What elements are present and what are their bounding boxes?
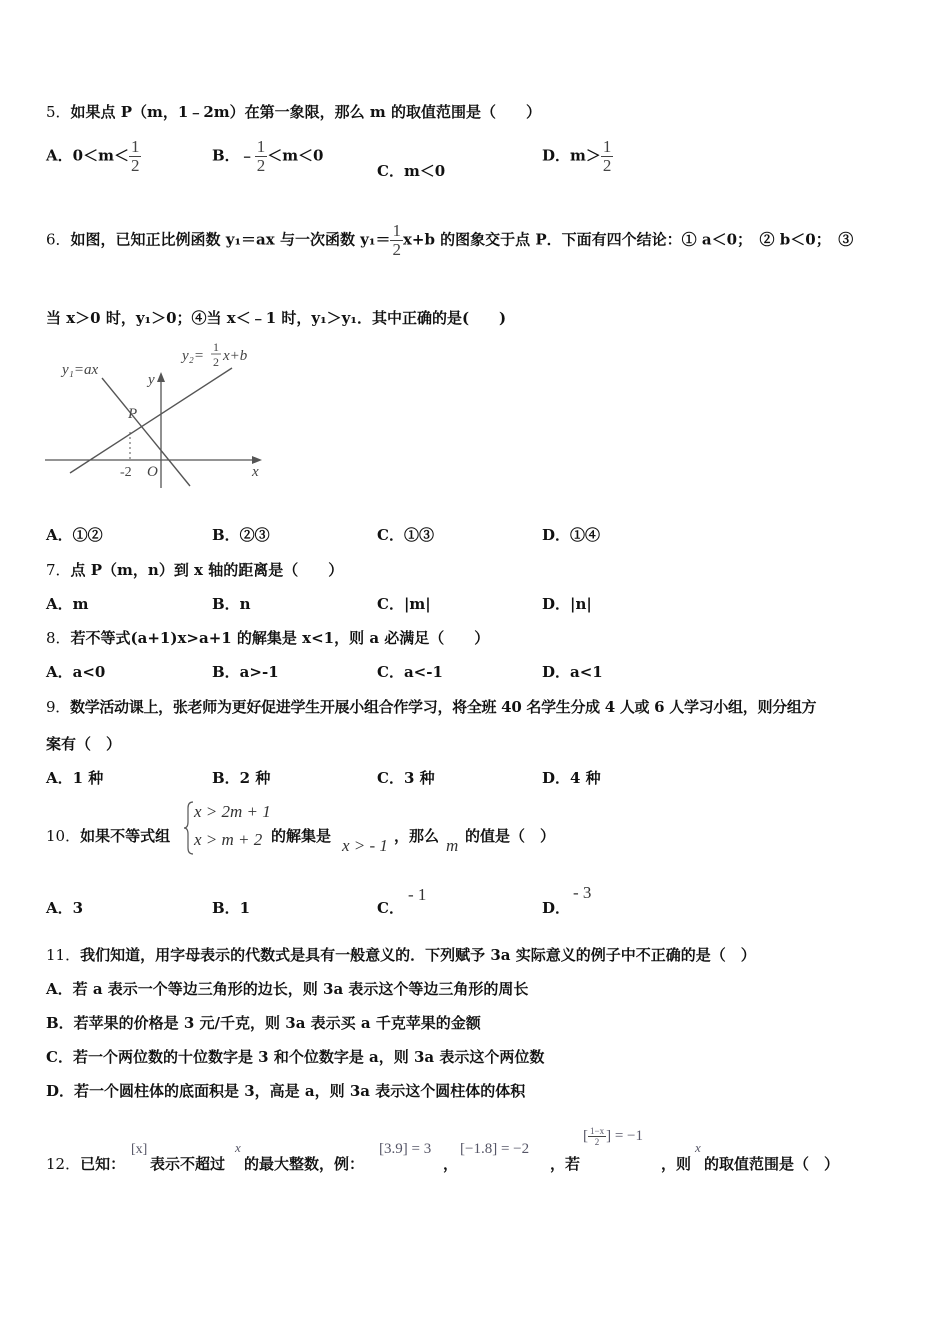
q8-stem [46,628,489,648]
q10-option-a[interactable] [46,898,83,918]
q6-text-2: x+b 的图象交于点 P．下面有四个结论：① a＜0； ② b＜0； ③ [402,230,854,249]
q9-stem-line2 [46,734,121,754]
q7-text: 点 P（m，n）到 x 轴的距离是（ ） [70,561,344,579]
q6-option-d-label: D．①④ [542,526,601,544]
q12-stem-5 [661,1154,691,1174]
q7-option-c[interactable] [377,594,431,614]
q8-option-b-label: B．a>-1 [212,663,279,681]
q12-text-1: 已知： [80,1155,126,1173]
q5-number: 5． [46,103,71,121]
q6-option-d[interactable] [542,525,600,545]
q12-comma-text: ， [443,1155,459,1173]
q12-example-3-result: ] = −1 [606,1128,643,1144]
q8-option-a[interactable] [46,662,105,682]
q10-stem-4 [465,826,555,846]
q6-option-b-label: B．②③ [212,526,270,544]
label-x: x [252,464,259,480]
q6-option-c-label: C．①③ [377,526,434,544]
q5-option-a-label: A．0＜m＜ [46,146,129,165]
q9-option-d-label: D．4 种 [542,769,601,787]
q8-text: 若不等式(a+1)x>a+1 的解集是 x<1，则 a 必满足（ ） [70,629,490,647]
q10-option-d-value: - 3 [573,883,592,902]
q5-option-d-label: D．m＞ [542,146,601,165]
q10-option-c-label: C． [377,899,404,917]
q6-option-a[interactable] [46,525,103,545]
q7-option-c-label: C．|m| [377,595,431,613]
q8-option-d[interactable] [542,662,603,682]
label-y2-frac-d: 2 [213,355,219,369]
q12-fraction: $\frac{1-x}{2}$ [590,1126,605,1147]
q9-text-1: 数学活动课上，张老师为更好促进学生开展小组合作学习，将全班 40 名学生分成 4 人或 6 人学习小组，则分组方 [69,698,817,716]
q8-option-a-label: A．a<0 [46,663,106,681]
q10-option-d-label: D． [542,899,571,917]
q9-option-d[interactable] [542,768,601,788]
q10-inequality-2: x > m + 2 [194,830,263,849]
q11-stem [46,945,756,965]
q11-number: 11． [46,946,81,964]
q12-comma [443,1154,458,1174]
q10-option-b[interactable] [212,898,250,918]
label-y2-suffix: x+b [223,348,248,364]
q5-stem [46,102,541,122]
q12-example-2: [−1.8] = −2 [460,1141,530,1157]
q9-number: 9． [46,698,70,716]
q12-stem-2 [150,1154,225,1174]
q10-stem [46,826,170,846]
q6-text-1: 如图，已知正比例函数 y₁＝ax 与一次函数 y₁＝ [70,230,391,249]
q10-number: 10． [46,827,81,845]
q12-example-1: [3.9] = 3 [379,1141,432,1157]
q12-text-6: 的取值范围是（ ） [704,1155,840,1173]
q11-text: 我们知道，用字母表示的代数式是具有一般意义的．下列赋予 3a 实际意义的例子中不正确的是（ ） [80,946,756,964]
q6-stem-line2 [46,308,506,328]
q11-option-b-label: B．若苹果的价格是 3 元/千克，则 3a 表示买 a 千克苹果的金额 [46,1014,481,1032]
q9-option-b[interactable] [212,768,270,788]
q10-option-d[interactable] [542,898,570,918]
q9-option-c[interactable] [377,768,435,788]
q7-option-a[interactable] [46,594,89,614]
q9-option-b-label: B．2 种 [212,769,271,787]
label-y1: y₁=ax [62,362,99,378]
q10-stem-3 [394,826,439,846]
q10-text-2: 的解集是 [271,827,332,845]
q12-example-3: [ $\frac{1-x}{2}$ ] = −1 [583,1126,643,1147]
label-y2-frac-n: 1 [213,340,219,354]
q6-graph [40,338,280,493]
label-y2-prefix: y₂= [182,348,204,364]
q8-number: 8． [46,629,71,647]
q11-option-c-label: C．若一个两位数的十位数字是 3 和个位数字是 a，则 3a 表示这个两位数 [46,1048,545,1066]
fraction-half: $\frac{1}{2}$ [130,137,140,175]
q6-stem-line1 [46,222,853,259]
label-origin: O [147,464,158,480]
q6-text-3: 当 x＞0 时，y₁＞0；④当 x＜﹣1 时，y₁＞y₁．其中正确的是( ) [46,309,507,327]
q10-stem-2 [271,826,331,846]
q5-text: 如果点 P（m，1﹣2m）在第一象限，那么 m 的取值范围是（ ） [70,103,541,121]
q8-option-d-label: D．a<1 [542,663,603,681]
q5-option-b-label: B．﹣ [212,146,255,165]
q12-floor-x: [x] [131,1142,148,1157]
fraction-half: $\frac{1}{2}$ [392,221,401,259]
q6-number: 6． [46,230,71,249]
q5-option-c-label: C．m＜0 [377,162,446,180]
q7-stem [46,560,343,580]
q6-option-c[interactable] [377,525,434,545]
q5-option-b[interactable] [212,138,324,175]
q11-option-a[interactable] [46,979,528,999]
y-axis-arrow [157,372,165,382]
q8-option-c-label: C．a<-1 [377,663,443,681]
q12-stem-3 [244,1154,364,1174]
q10-inequality-1: x > 2m + 1 [194,802,271,821]
q12-stem-1 [46,1154,125,1174]
q10-variable: m [446,836,459,855]
q5-option-a[interactable] [46,138,141,175]
q10-text-3: ，那么 [394,827,440,845]
q7-number: 7． [46,561,71,579]
q10-option-a-label: A．3 [46,899,84,917]
q12-x-2: x [695,1140,701,1155]
x-axis-arrow [252,456,262,464]
q12-text-4: ，若 [550,1155,581,1173]
q7-option-b[interactable] [212,594,251,614]
label-p: P [128,406,138,422]
q10-solution: x > - 1 [342,836,388,855]
q12-number: 12． [46,1155,81,1173]
q9-text-2: 案有（ ） [46,735,122,753]
q11-option-b[interactable] [46,1013,481,1033]
fraction-half: $\frac{1}{2}$ [256,137,266,175]
q10-option-c[interactable] [377,898,404,918]
q11-option-d[interactable] [46,1081,525,1101]
label-neg2: -2 [120,465,132,480]
q12-text-3: 的最大整数，例： [244,1155,365,1173]
q10-option-b-label: B．1 [212,899,251,917]
q9-option-c-label: C．3 种 [377,769,435,787]
q10-text-4: 的值是（ ） [465,827,556,845]
label-y: y [148,372,155,388]
q7-option-d[interactable] [542,594,592,614]
q12-text-2: 表示不超过 [150,1155,226,1173]
q10-option-c-value: - 1 [408,885,427,904]
line-y1 [102,378,190,486]
q11-option-d-label: D．若一个圆柱体的底面积是 3，高是 a，则 3a 表示这个圆柱体的体积 [46,1082,526,1100]
q12-text-5: ，则 [661,1155,692,1173]
q10-text-1: 如果不等式组 [80,827,171,845]
fraction-half: $\frac{1}{2}$ [602,137,612,175]
q12-stem-6 [704,1154,839,1174]
q12-stem-4 [550,1154,580,1174]
q7-option-b-label: B．n [212,595,251,613]
q5-option-b-tail: ＜m＜0 [267,146,324,165]
q6-option-a-label: A．①② [46,526,103,544]
q11-option-c[interactable] [46,1047,544,1067]
q9-stem-line1 [46,697,816,717]
q8-option-c[interactable] [377,662,443,682]
q7-option-d-label: D．|n| [542,595,592,613]
q5-option-d[interactable] [542,138,613,175]
q11-option-a-label: A．若 a 表示一个等边三角形的边长，则 3a 表示这个等边三角形的周长 [46,980,529,998]
q5-option-c[interactable] [377,161,445,181]
q12-x-1: x [235,1140,241,1155]
q9-option-a[interactable] [46,768,103,788]
q9-option-a-label: A．1 种 [46,769,104,787]
q8-option-b[interactable] [212,662,279,682]
q6-option-b[interactable] [212,525,270,545]
q7-option-a-label: A．m [46,595,89,613]
